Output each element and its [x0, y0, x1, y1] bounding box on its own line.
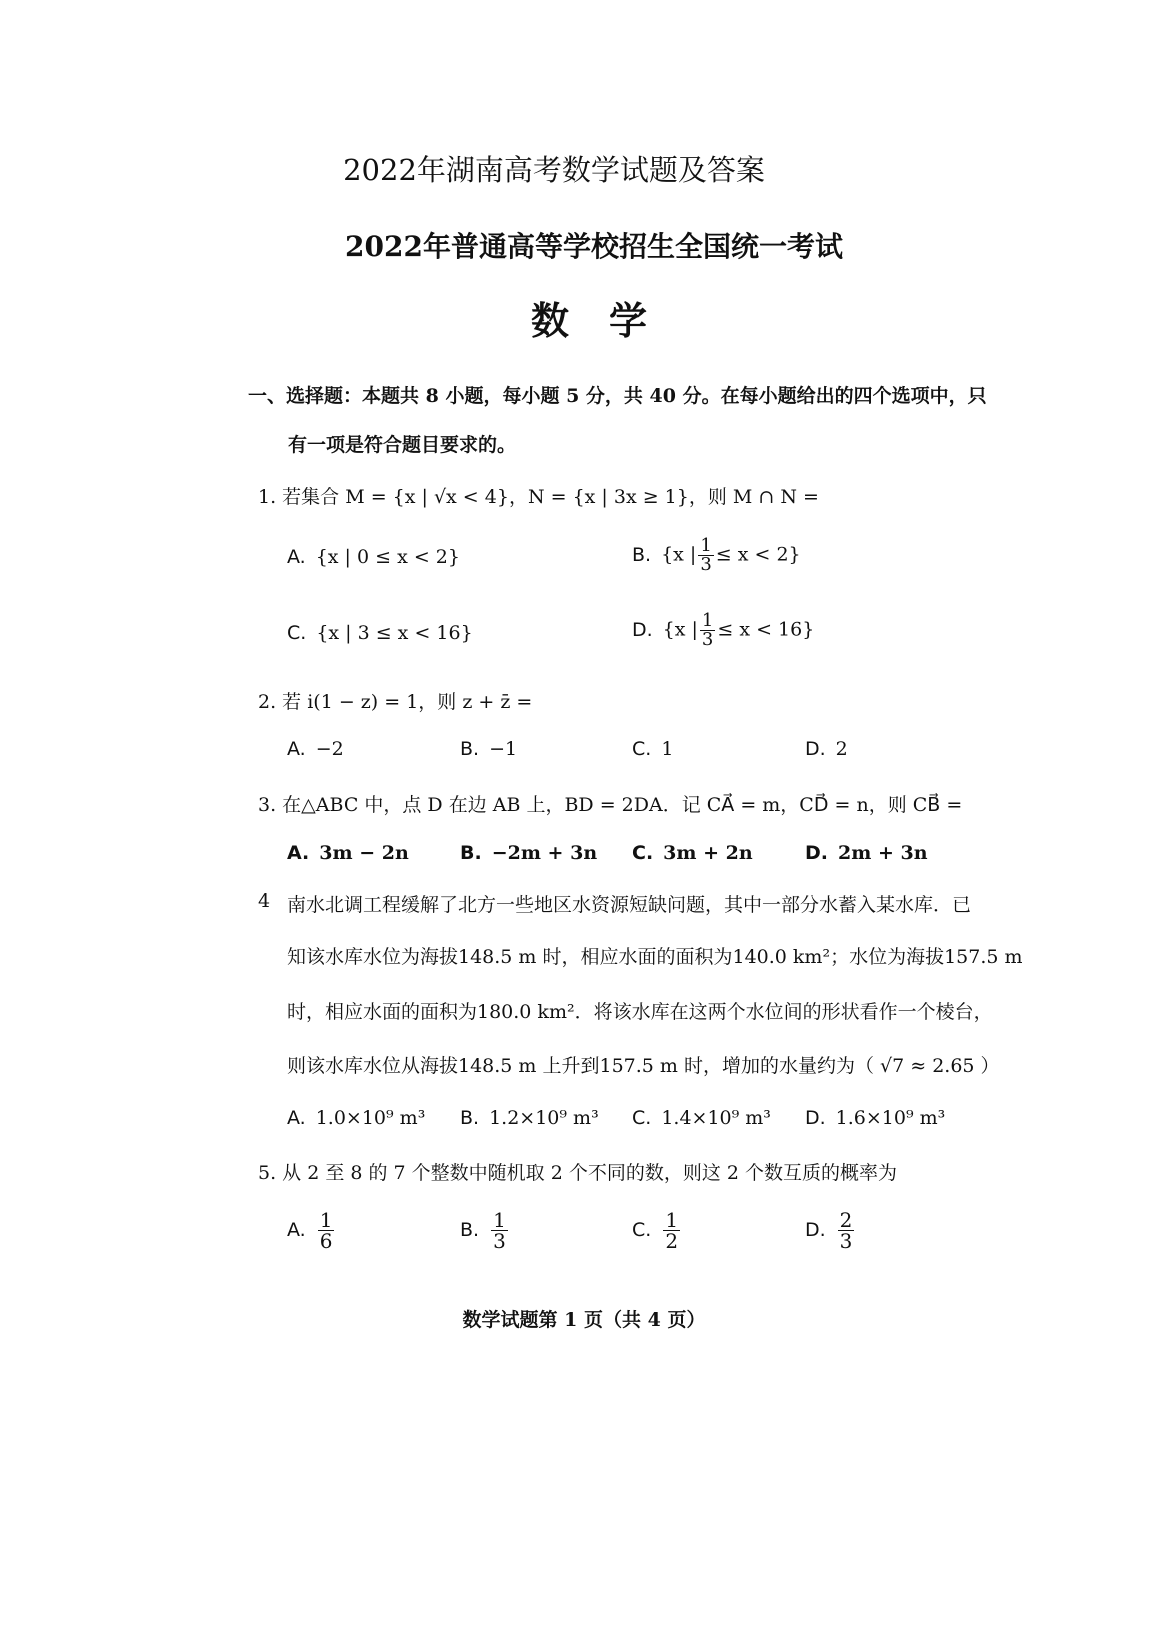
option-post: ≤ x < 16}: [717, 618, 815, 641]
question-3-option-a: [287, 842, 409, 864]
question-2-option-c: [632, 738, 673, 760]
option-text: {x | 3 ≤ x < 16}: [316, 622, 473, 644]
question-4-option-c: [632, 1107, 771, 1129]
option-text: 3m − 2n: [319, 842, 409, 864]
question-2-option-a: [287, 738, 344, 760]
option-text: 2: [835, 738, 848, 760]
option-text: 2m + 3n: [838, 842, 928, 864]
fraction-numerator: 1: [701, 610, 714, 631]
question-1-option-a: [287, 546, 460, 568]
option-pre: {x |: [662, 618, 698, 641]
fraction-numerator: 2: [839, 1208, 853, 1232]
option-label: A.: [287, 1218, 306, 1241]
question-5-stem: 5. 从 2 至 8 的 7 个整数中随机取 2 个不同的数，则这 2 个数互质的概率为: [258, 1162, 898, 1184]
option-label: B.: [460, 738, 480, 760]
document-title: 2022年湖南高考数学试题及答案: [343, 153, 765, 187]
question-1-option-b: [632, 537, 801, 574]
option-post: ≤ x < 2}: [715, 543, 801, 566]
option-text: 1.4×10⁹ m³: [661, 1107, 771, 1129]
question-4-line-4: 则该水库水位从海拔148.5 m 上升到157.5 m 时，增加的水量约为（ √7 ≈ 2.65 ）: [287, 1055, 1000, 1077]
question-3-option-b: [460, 842, 597, 864]
option-text: 1.0×10⁹ m³: [315, 1107, 426, 1129]
exam-title: 2022年普通高等学校招生全国统一考试: [345, 230, 843, 263]
option-label: A.: [287, 1107, 306, 1129]
option-label: C.: [632, 842, 654, 864]
question-2-option-d: [805, 738, 848, 760]
option-label: D.: [805, 1107, 826, 1129]
question-1-stem: 1. 若集合 M = {x | √x < 4}，N = {x | 3x ≥ 1}，则 M ∩ N =: [258, 486, 819, 508]
question-5-option-d: [805, 1210, 856, 1251]
fraction-denominator: 3: [839, 1229, 853, 1253]
fraction: [663, 1210, 680, 1251]
question-4-option-b: [460, 1107, 599, 1129]
question-3-option-d: [805, 842, 928, 864]
fraction-denominator: 3: [493, 1229, 506, 1253]
question-5-option-a: [287, 1210, 336, 1251]
option-text: 3m + 2n: [663, 842, 753, 864]
option-label: B.: [632, 543, 652, 566]
question-5-option-c: [632, 1210, 682, 1251]
section-heading-line-2: 有一项是符合题目要求的。: [288, 434, 517, 456]
option-label: B.: [460, 1107, 480, 1129]
fraction: [318, 1210, 335, 1251]
option-label: B.: [460, 842, 482, 864]
fraction-numerator: 1: [700, 535, 712, 556]
option-text: −1: [489, 738, 518, 760]
fraction-numerator: 1: [665, 1208, 679, 1232]
option-label: B.: [460, 1218, 480, 1241]
fraction-denominator: 3: [701, 629, 714, 650]
option-text: 1.6×10⁹ m³: [835, 1107, 946, 1129]
option-pre: {x |: [661, 543, 697, 566]
option-text: −2m + 3n: [491, 842, 598, 864]
fraction: [838, 1210, 855, 1251]
question-2-option-b: [460, 738, 517, 760]
question-4-number: 4: [258, 890, 271, 912]
option-label: D.: [805, 1218, 826, 1241]
question-3-option-c: [632, 842, 753, 864]
question-4-option-d: [805, 1107, 945, 1129]
option-label: A.: [287, 546, 306, 568]
fraction: [700, 612, 715, 649]
option-label: A.: [287, 738, 306, 760]
question-4-option-a: [287, 1107, 425, 1129]
option-text: {x | 0 ≤ x < 2}: [315, 546, 460, 568]
option-label: C.: [632, 1218, 652, 1241]
fraction: [491, 1210, 508, 1251]
fraction: [698, 537, 713, 574]
option-label: C.: [632, 1107, 652, 1129]
fraction-denominator: 6: [319, 1229, 333, 1253]
fraction-numerator: 1: [319, 1208, 333, 1232]
fraction-numerator: 1: [493, 1208, 506, 1232]
option-label: C.: [632, 738, 652, 760]
option-label: C.: [287, 622, 307, 644]
option-text: 1.2×10⁹ m³: [489, 1107, 599, 1129]
option-label: D.: [805, 842, 828, 864]
subject-title: 数学: [530, 298, 687, 343]
option-label: D.: [805, 738, 826, 760]
page-footer: 数学试题第 1 页（共 4 页）: [462, 1309, 706, 1331]
option-text: 1: [661, 738, 674, 760]
question-4-line-1: 南水北调工程缓解了北方一些地区水资源短缺问题，其中一部分水蓄入某水库．已: [287, 894, 972, 916]
option-label: A.: [287, 842, 310, 864]
question-3-stem: 3. 在△ABC 中，点 D 在边 AB 上，BD = 2DA．记 CA⃗ = m，CD⃗ = n，则 CB⃗ =: [258, 794, 963, 816]
fraction-denominator: 2: [665, 1229, 679, 1253]
option-text: −2: [315, 738, 344, 760]
question-1-option-d: [632, 612, 814, 649]
question-4-line-3: 时，相应水面的面积为180.0 km²．将该水库在这两个水位间的形状看作一个棱台，: [287, 1001, 993, 1023]
fraction-denominator: 3: [700, 554, 712, 575]
section-heading-line-1: 一、选择题：本题共 8 小题，每小题 5 分，共 40 分。在每小题给出的四个选项中，只: [248, 385, 987, 407]
question-5-option-b: [460, 1210, 510, 1251]
question-2-stem: 2. 若 i(1 − z) = 1，则 z + z̄ =: [258, 691, 533, 713]
question-4-line-2: 知该水库水位为海拔148.5 m 时，相应水面的面积为140.0 km²；水位为海拔157.5 m: [287, 946, 1023, 968]
question-1-option-c: [287, 622, 473, 644]
option-label: D.: [632, 618, 653, 641]
